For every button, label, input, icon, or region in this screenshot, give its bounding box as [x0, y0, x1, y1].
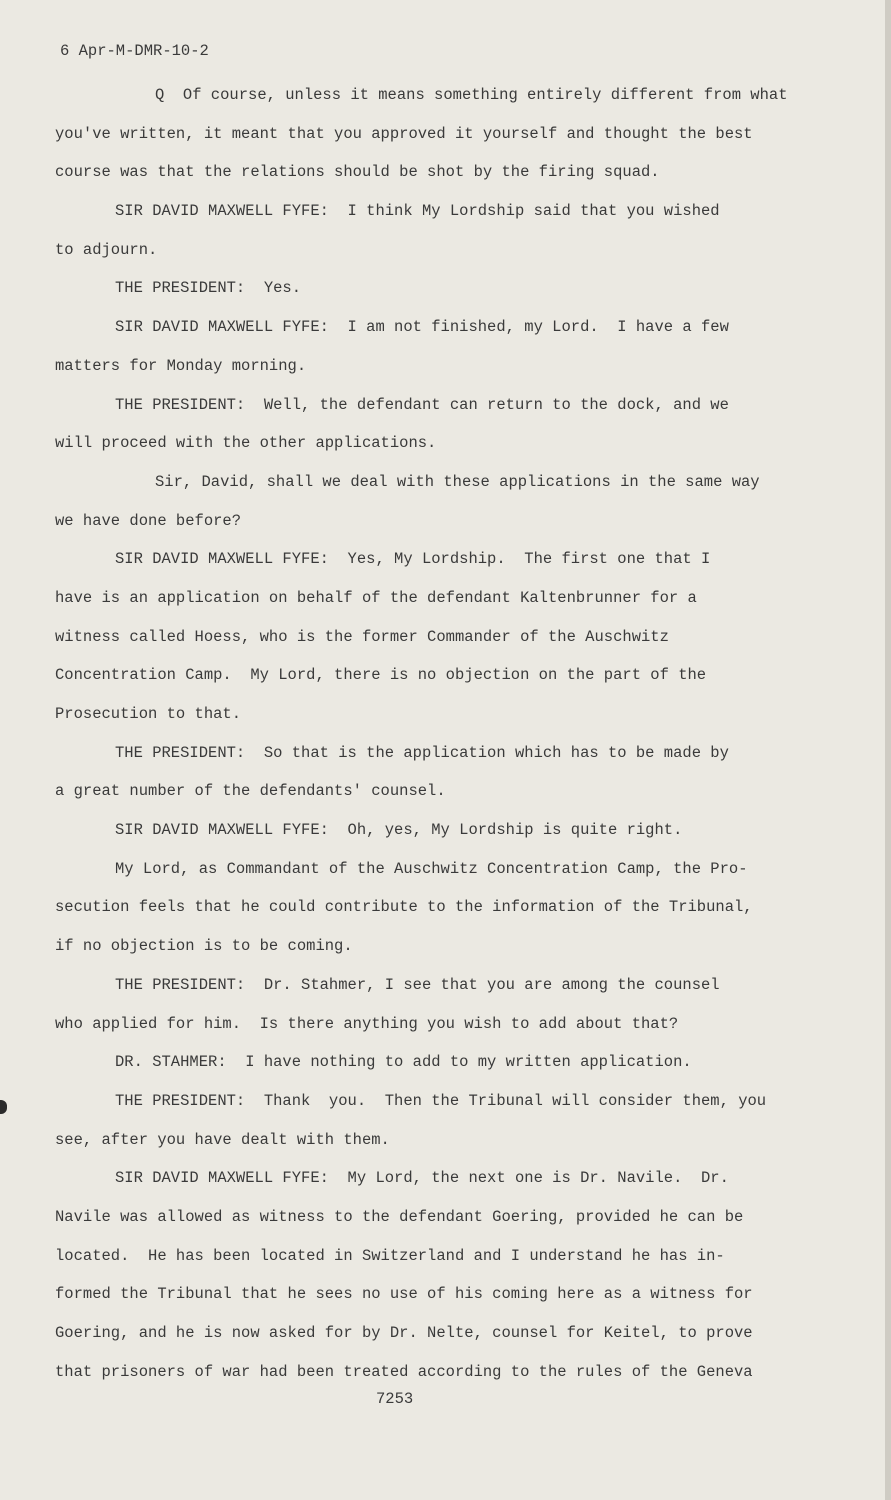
transcript-line: who applied for him. Is there anything you wish to add about that?	[55, 1014, 679, 1033]
transcript-line: SIR DAVID MAXWELL FYFE: Yes, My Lordship. The first one that I	[115, 550, 711, 569]
transcript-line: Sir, David, shall we deal with these applications in the same way	[155, 472, 760, 491]
transcript-line: SIR DAVID MAXWELL FYFE: I think My Lordship said that you wished	[115, 202, 720, 221]
transcript-line: SIR DAVID MAXWELL FYFE: Oh, yes, My Lordship is quite right.	[115, 821, 683, 840]
transcript-line: matters for Monday morning.	[55, 356, 307, 375]
transcript-line: THE PRESIDENT: So that is the application which has to be made by	[115, 743, 729, 762]
document-header-code: 6 Apr-M-DMR-10-2	[60, 42, 209, 60]
transcript-line: a great number of the defendants' counsel.	[55, 782, 446, 801]
transcript-line: secution feels that he could contribute to the information of the Tribunal,	[55, 898, 753, 917]
transcript-line: THE PRESIDENT: Thank you. Then the Tribunal will consider them, you	[115, 1091, 767, 1110]
transcript-line: see, after you have dealt with them.	[55, 1130, 390, 1149]
transcript-line: to adjourn.	[55, 240, 158, 259]
transcript-line: course was that the relations should be shot by the firing squad.	[55, 163, 660, 182]
transcript-line: formed the Tribunal that he sees no use of his coming here as a witness for	[55, 1285, 753, 1304]
transcript-body	[55, 80, 788, 1395]
binding-hole-mark	[0, 1100, 7, 1114]
page-number: 7253	[376, 1390, 414, 1408]
transcript-line: Goering, and he is now asked for by Dr. Nelte, counsel for Keitel, to prove	[55, 1324, 753, 1342]
transcript-line: have is an application on behalf of the defendant Kaltenbrunner for a	[55, 588, 697, 607]
transcript-line: SIR DAVID MAXWELL FYFE: My Lord, the next one is Dr. Navile. Dr.	[115, 1169, 729, 1188]
transcript-line: My Lord, as Commandant of the Auschwitz Concentration Camp, the Pro-	[115, 859, 748, 878]
transcript-line: THE PRESIDENT: Well, the defendant can return to the dock, and we	[115, 395, 729, 414]
transcript-line: you've written, it meant that you approved it yourself and thought the best	[55, 124, 753, 143]
transcript-line: witness called Hoess, who is the former Commander of the Auschwitz	[55, 627, 669, 646]
transcript-line: that prisoners of war had been treated according to the rules of the Geneva	[55, 1362, 753, 1381]
transcript-line: THE PRESIDENT: Yes.	[115, 279, 302, 298]
transcript-line: THE PRESIDENT: Dr. Stahmer, I see that you are among the counsel	[115, 975, 720, 994]
transcript-line: we have done before?	[55, 511, 242, 530]
transcript-line: DR. STAHMER: I have nothing to add to my written application.	[115, 1053, 692, 1072]
transcript-line: located. He has been located in Switzerland and I understand he has in-	[55, 1246, 725, 1265]
transcript-line: will proceed with the other applications.	[55, 434, 437, 453]
transcript-line: Q Of course, unless it means something entirely different from what	[155, 86, 788, 104]
transcript-line: SIR DAVID MAXWELL FYFE: I am not finished, my Lord. I have a few	[115, 318, 729, 337]
transcript-line: Concentration Camp. My Lord, there is no objection on the part of the	[55, 666, 707, 685]
transcript-line: if no objection is to be coming.	[55, 937, 353, 956]
transcript-line: Navile was allowed as witness to the defendant Goering, provided he can be	[55, 1207, 744, 1226]
transcript-line: Prosecution to that.	[55, 705, 242, 723]
